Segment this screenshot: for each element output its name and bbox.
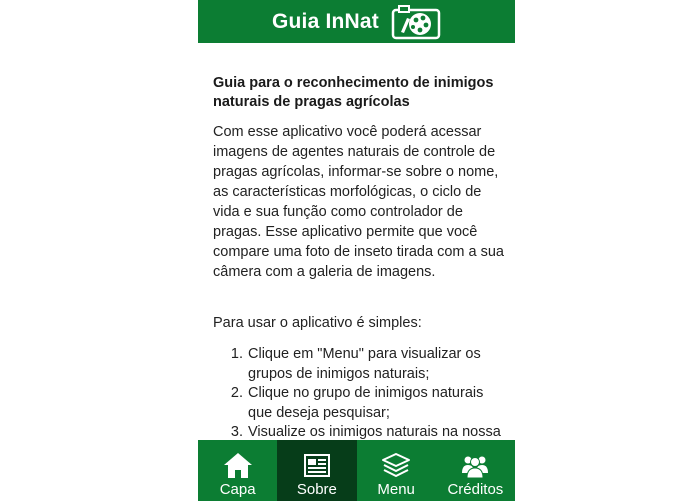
app-screen [198, 0, 515, 501]
nav-label: Créditos [447, 481, 504, 498]
camera-icon [391, 4, 441, 40]
nav-creditos[interactable] [436, 440, 515, 501]
howto-paragraph: Para usar o aplicativo é simples: [213, 315, 422, 331]
list-item: 2. Clique no grupo de inimigos naturais que deseja pesquisar; [247, 384, 505, 423]
nav-label: Menu [377, 481, 415, 498]
users-icon [460, 451, 490, 479]
list-item: 3. Visualize os inimigos naturais na nossa [247, 423, 505, 462]
page-heading: Guia para o reconhecimento de inimigos naturais de pragas agrícolas [213, 75, 494, 110]
app-header [198, 0, 515, 43]
nav-sobre[interactable] [277, 440, 356, 501]
about-content[interactable] [213, 74, 505, 440]
bottom-navbar [198, 440, 515, 501]
nav-capa[interactable] [198, 440, 277, 501]
nav-label: Sobre [296, 481, 337, 498]
app-title: Guia InNat [271, 9, 379, 33]
layers-icon [381, 451, 411, 479]
nav-menu[interactable] [357, 440, 436, 501]
newspaper-icon [302, 451, 332, 479]
nav-label: Capa [219, 481, 256, 498]
list-item: 1. Clique em "Menu" para visualizar os grupos de inimigos naturais; [247, 345, 505, 384]
home-icon [223, 451, 253, 479]
intro-paragraph: Com esse aplicativo você poderá acessar imagens de agentes naturais de controle de pragas agrícolas, informar-se sobre o nome, as características morfológicas, o ciclo de vida e sua função como controlador de pragas. Esse aplicativo permite que você compare uma foto de inseto tirada com a sua câmera com a galeria de imagens. [213, 124, 504, 280]
